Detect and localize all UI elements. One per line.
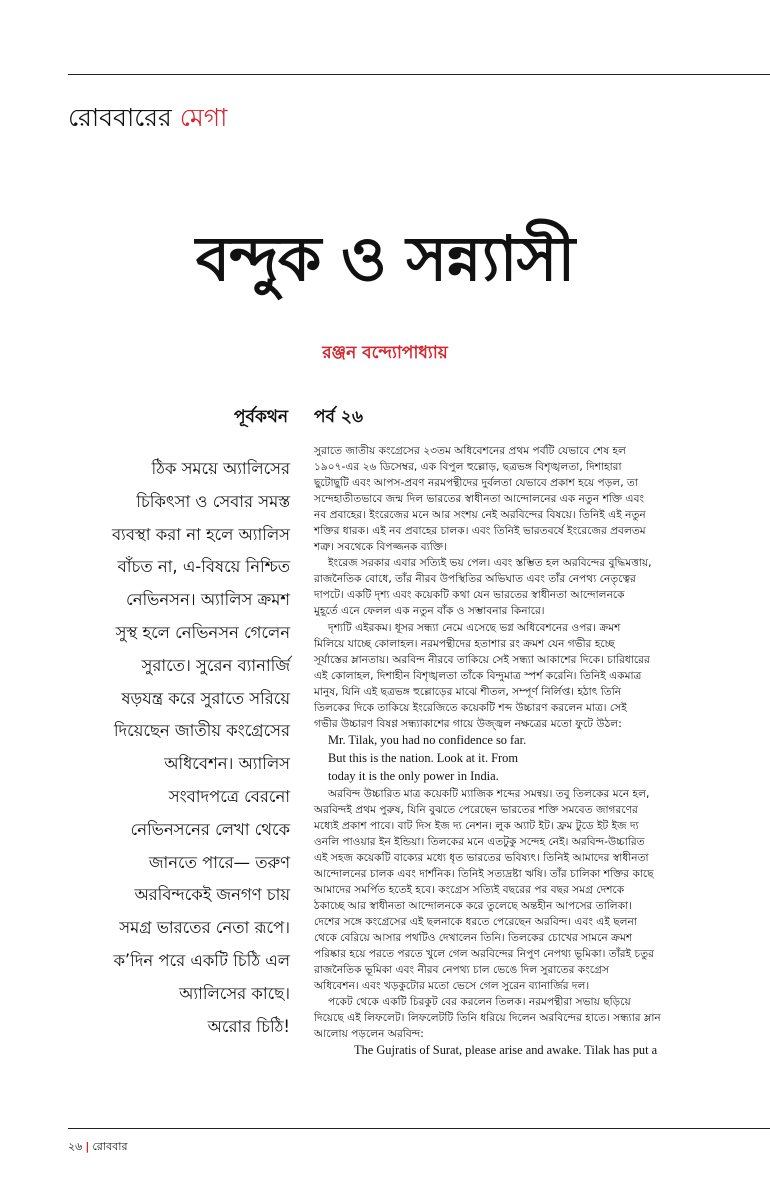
summary-line: অধিবেশন। অ্যালিস xyxy=(164,754,290,774)
summary-line: অরোর চিঠি! xyxy=(207,1016,290,1036)
episode-label: পর্ব ২৬ xyxy=(314,407,364,427)
summary-line: সুরাতে। সুরেন ব্যানার্জি xyxy=(141,655,290,675)
body-line: ১৯০৭-এর ২৬ ডিসেম্বর, এক বিপুল হুল্লোড়, ছত্রভঙ্গ বিশৃঙ্খলতা, দিশাহারা xyxy=(314,461,622,474)
article-body xyxy=(314,443,734,1060)
body-line: শক্তির ধারক। এই নব প্রবাহের চালক। এবং তিনিই ভারতবর্ষে ইংরেজের প্রবলতম xyxy=(314,525,646,538)
summary-line: সংবাদপত্রে বেরনো xyxy=(168,786,290,806)
english-quote-line: Mr. Tilak, you had no confidence so far. xyxy=(328,732,527,747)
side-heading: পূর্বকথন xyxy=(233,407,288,427)
series-label xyxy=(68,98,227,141)
body-line: পকেট থেকে একটি চিরকুট বের করলেন তিলক। নরমপন্থীরা সভায় ছড়িয়ে xyxy=(328,996,631,1009)
summary-line: জানতে পারে— তরুণ xyxy=(148,852,290,872)
body-line: নব প্রবাহের। ইংরেজের মনে আর সংশয় নেই অরবিন্দের বিষয়ে। তিনিই এই নতুন xyxy=(314,509,646,522)
body-line: দেশের সঙ্গে কংগ্রেসের এই ছলনাকে ধরতে পেরেছেন অরবিন্দ। এবং এই ছলনা xyxy=(314,915,637,928)
body-line: ঠকাচ্ছে আর স্বাধীনতা আন্দোলনকে করে তুলেছে অন্তহীন আপসের তালিকা। xyxy=(314,899,632,912)
body-line: মধ্যেই প্রকাশ পাবে। বাট দিস ইজ দ্য নেশন। লুক অ্যাট ইট। ফ্রম টুডে ইট ইজ দ্য xyxy=(314,819,639,832)
body-line: আলোয় পড়লেন অরবিন্দ: xyxy=(314,1028,424,1041)
body-line: অরবিন্দ উচ্চারিত মাত্র কয়েকটি ম্যাজিক শব্দের সমন্বয়। তবু তিলকের মনে হল, xyxy=(328,787,650,800)
body-line: আন্দোলনের চালক এবং দার্শনিক। তিনিই সত্যদ্রষ্টা ঋষি। তাঁর চালিকা শক্তির কাছে xyxy=(314,867,654,880)
magazine-name: রোববার xyxy=(92,1140,128,1153)
body-line: মানুষ, যিনি এই ছত্রভঙ্গ হুল্লোড়ের মাঝে শীতল, সম্পূর্ণ নির্লিপ্ত। হঠাৎ তিনি xyxy=(314,685,622,698)
article-author: রঞ্জন বন্দ্যোপাধ্যায় xyxy=(322,343,448,363)
body-line: দিয়েছে এই লিফলেট। লিফলেটটি তিনি ধরিয়ে দিলেন অরবিন্দের হাতে। সন্ধ্যার ম্লান xyxy=(314,1012,661,1025)
english-quote-line: today it is the only power in India. xyxy=(328,768,499,783)
summary-line: চিকিৎসা ও সেবার সমস্ত xyxy=(136,491,290,511)
series-prefix: রোববারের xyxy=(68,103,172,132)
body-line: দাপটে। একটি দৃশ্য এবং কয়েকটি কথা যেন ভারতের স্বাধীনতা আন্দোলনকে xyxy=(314,589,625,602)
body-line: তিলকের দিকে তাকিয়ে ইংরেজিতে কয়েকটি শব্দ উচ্চারণ করলেন মাত্র। সেই xyxy=(314,701,627,714)
summary-line: সুস্থ হলে নেভিনসন গেলেন xyxy=(115,622,290,642)
page-folio xyxy=(68,1138,128,1157)
body-line: অধিবেশন। এবং খড়কুটোর মতো ভেসে গেল সুরেন ব্যানার্জির দল। xyxy=(314,980,590,993)
english-quote-line: The Gujratis of Surat, please arise and awake. Tilak has put a xyxy=(354,1043,658,1058)
page-number: ২৬ xyxy=(68,1140,83,1153)
summary-line: ক’দিন পরে একটি চিঠি এল xyxy=(113,950,290,970)
body-line: সুরাতে জাতীয় কংগ্রেসের ২৩তম অধিবেশনের প্রথম পর্বটি যেভাবে শেষ হল xyxy=(314,445,626,457)
body-line: এই সহজ কয়েকটি বাক্যের মধ্যে ধৃত ভারতের ভবিষ্যৎ। তিনিই আমাদের স্বাধীনতা xyxy=(314,851,649,864)
bottom-rule xyxy=(68,1128,770,1129)
body-line: দৃশ্যটি এইরকম। ধূসর সন্ধ্যা নেমে এসেছে ভগ্ন অধিবেশনের ওপর। ক্রমশ xyxy=(328,621,621,634)
summary-line: দিয়েছেন জাতীয় কংগ্রেসের xyxy=(113,721,290,741)
body-line: ওনলি পাওয়ার ইন ইন্ডিয়া। তিলকের মনে এতটুকু সন্দেহ নেই। অরবিন্দ-উচ্চারিত xyxy=(314,835,645,848)
article-title: বন্দুক ও সন্ন্যাসী xyxy=(195,222,575,295)
body-line: ইংরেজ সরকার এবার সত্যিই ভয় পেল। এবং স্তম্ভিত হল অরবিন্দের বুদ্ধিমত্তায়, xyxy=(328,557,652,570)
summary-line: ব্যবস্থা করা না হলে অ্যালিস xyxy=(111,524,290,544)
summary-line: ঠিক সময়ে অ্যালিসের xyxy=(151,459,290,478)
summary-line: নেভিনসনের লেখা থেকে xyxy=(130,819,290,839)
previous-summary xyxy=(68,453,290,1043)
body-line: রাজনৈতিক ভূমিকা এবং নীরব নেপথ্য চাল ভেঙে দিল সুরাতের কংগ্রেস xyxy=(314,964,609,977)
body-line: থেকে বেরিয়ে আসার পথটিও দেখালেন তিনি। তিলকের চোখের সামনে ক্রমশ xyxy=(314,931,633,944)
body-line: এই কোলাহল, দিশাহীন বিশৃঙ্খলতা তাঁকে বিন্দুমাত্র স্পর্শ করেনি। তিনিই একমাত্র xyxy=(314,669,642,682)
body-line: রাজনৈতিক বোধে, তাঁর নীরব উপস্থিতির অভিঘাত এবং তাঁর নেপথ্য নেতৃত্বের xyxy=(314,573,636,586)
body-line: সন্দেহাতীতভাবে জন্ম দিল ভারতের স্বাধীনতা আন্দোলনের এক নতুন শক্তি এবং xyxy=(314,493,645,506)
body-line: শত্রু। সবথেকে বিপজ্জনক ব্যক্তি। xyxy=(314,541,447,554)
top-rule xyxy=(68,74,770,75)
body-line: আমাদের সমর্পিত হতেই হবে। কংগ্রেস সত্যিই বছরের পর বছর সমগ্র দেশকে xyxy=(314,883,625,896)
series-accent: মেগা xyxy=(179,103,228,132)
body-line: মুহূর্তে এনে ফেলল এক নতুন বাঁক ও সম্ভাবনার কিনারে। xyxy=(314,605,545,618)
summary-line: অরবিন্দকেই জনগণ চায় xyxy=(134,885,290,905)
summary-line: অ্যালিসের কাছে। xyxy=(179,983,290,1003)
summary-line: নেভিনসন। অ্যালিস ক্রমশ xyxy=(126,590,290,610)
english-quote-line: But this is the nation. Look at it. From xyxy=(328,750,518,765)
body-line: পরিষ্কার হয়ে পরতে পরতে খুলে গেল অরবিন্দের নিপুণ নেপথ্য ভূমিকা। তাঁরই চতুর xyxy=(314,948,654,961)
summary-line: বাঁচত না, এ-বিষয়ে নিশ্চিত xyxy=(117,557,290,577)
body-line: অরবিন্দই প্রথম পুরুষ, যিনি বুঝতে পেরেছেন ভারতের শক্তি সমবেত জাগরণের xyxy=(314,803,638,816)
body-line: গভীর উচ্চারণ বিষণ্ণ সন্ধ্যাকাশের গায়ে উজ্জ্বল নক্ষত্রের মতো ফুটে উঠল: xyxy=(314,717,622,730)
summary-line: ষড়যন্ত্র করে সুরাতে সরিয়ে xyxy=(121,688,290,708)
body-line: সূর্যাস্তের ম্লানতায়। অরবিন্দ নীরবে তাকিয়ে সেই সন্ধ্যা আকাশের দিকে। চারিধারের xyxy=(314,653,650,666)
body-line: মিলিয়ে যাচ্ছে কোলাহল। নরমপন্থীদের হতাশার রং ক্রমশ যেন গভীর হচ্ছে xyxy=(314,637,615,650)
body-line: ছুটোছুটি এবং আপস-প্রবণ নরমপন্থীদের দুর্বলতা যেভাবে প্রকাশ হয়ে পড়ল, তা xyxy=(314,477,638,490)
summary-line: সমগ্র ভারতের নেতা রূপে। xyxy=(119,918,290,938)
folio-separator: | xyxy=(85,1140,90,1153)
